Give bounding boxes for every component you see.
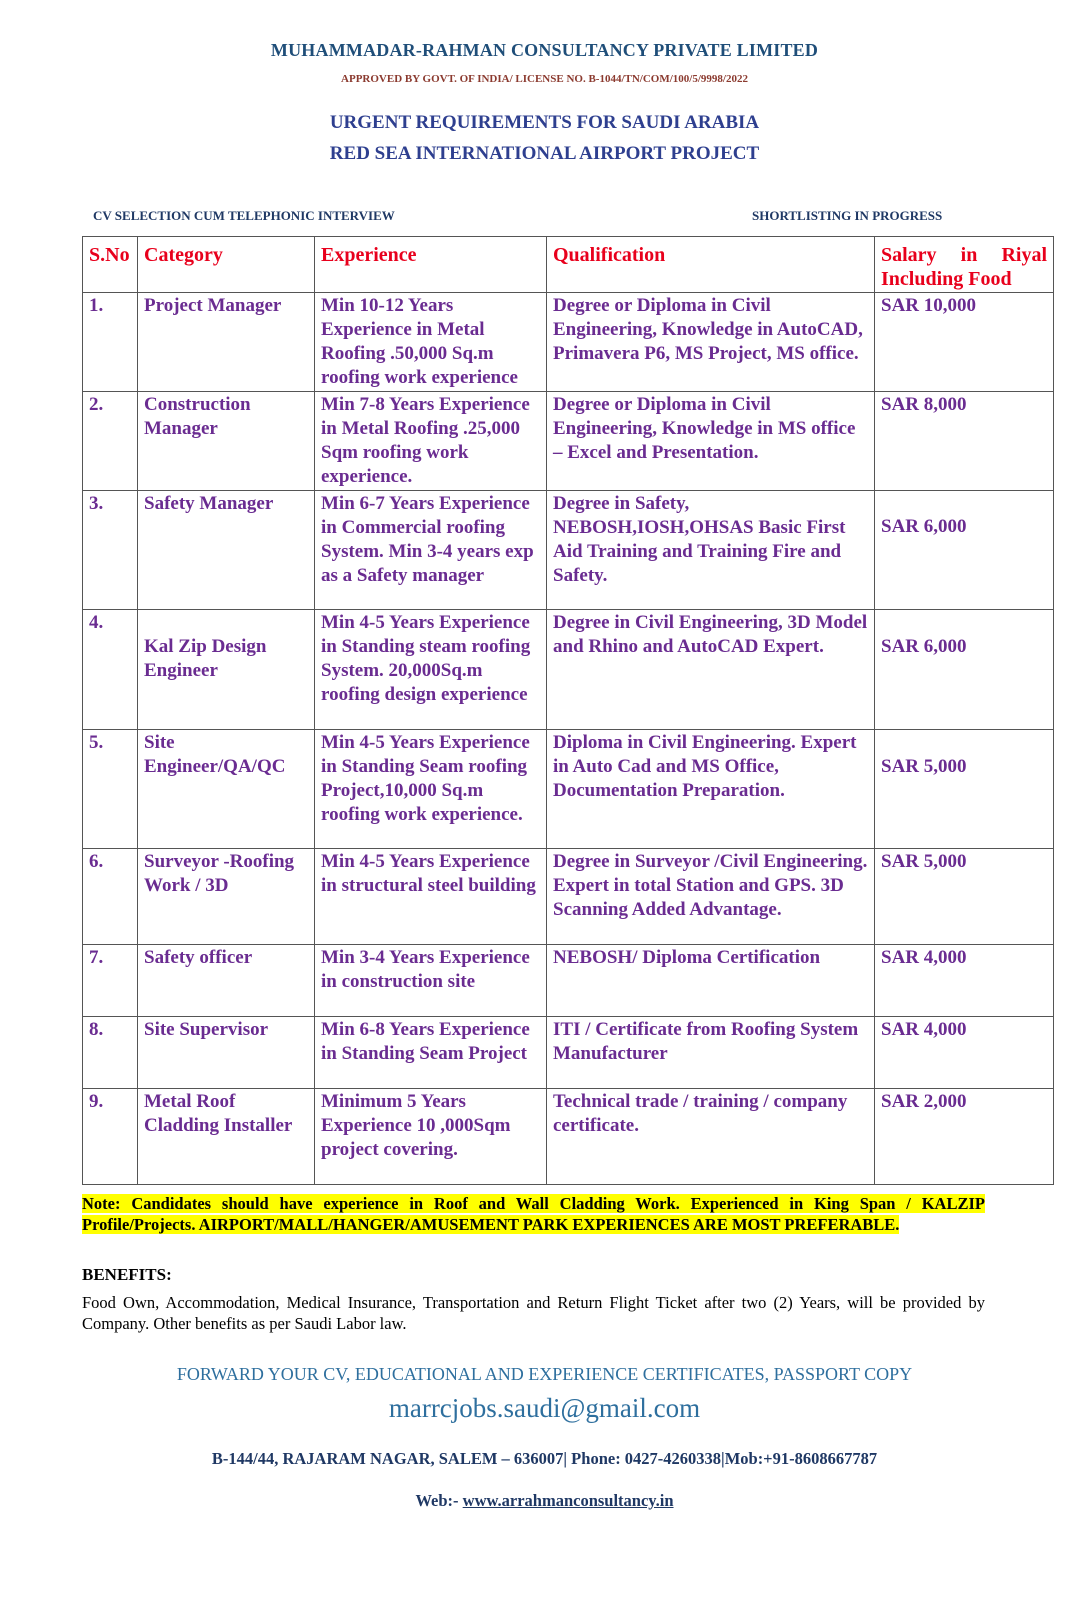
cell-qualification: Degree in Safety, NEBOSH,IOSH,OHSAS Basic First Aid Training and Training Fire and Safety. bbox=[547, 491, 875, 610]
benefits-title: BENEFITS: bbox=[82, 1265, 172, 1284]
cell-sno: 8. bbox=[83, 1017, 138, 1089]
benefits-text: Food Own, Accommodation, Medical Insurance, Transportation and Return Flight Ticket after two (2) Years, will be provided by Company. Other benefits as per Saudi Labor law. bbox=[82, 1293, 985, 1333]
cell-sno: 1. bbox=[83, 293, 138, 392]
cell-category: Metal Roof Cladding Installer bbox=[138, 1089, 315, 1185]
cell-qualification: Degree or Diploma in Civil Engineering, Knowledge in AutoCAD, Primavera P6, MS Project, MS office. bbox=[547, 293, 875, 392]
table-row bbox=[83, 730, 1054, 849]
cell-experience: Min 3-4 Years Experience in construction site bbox=[315, 945, 547, 1017]
cell-category: Surveyor -Roofing Work / 3D bbox=[138, 849, 315, 945]
cell-salary: SAR 6,000 bbox=[875, 610, 1054, 730]
cell-qualification: Diploma in Civil Engineering. Expert in Auto Cad and MS Office, Documentation Preparation. bbox=[547, 730, 875, 849]
cell-salary: SAR 4,000 bbox=[875, 945, 1054, 1017]
cell-experience: Min 7-8 Years Experience in Metal Roofing .25,000 Sqm roofing work experience. bbox=[315, 392, 547, 491]
table-row bbox=[83, 610, 1054, 730]
cell-qualification: Technical trade / training / company certificate. bbox=[547, 1089, 875, 1185]
cell-salary: SAR 6,000 bbox=[875, 491, 1054, 610]
cell-category: Kal Zip Design Engineer bbox=[138, 610, 315, 730]
cell-sno: 9. bbox=[83, 1089, 138, 1185]
table-row bbox=[83, 1089, 1054, 1185]
table-header-row bbox=[83, 237, 1054, 293]
table-row bbox=[83, 849, 1054, 945]
table-row bbox=[83, 491, 1054, 610]
cell-category: Safety officer bbox=[138, 945, 315, 1017]
cell-qualification: Degree in Surveyor /Civil Engineering. Expert in total Station and GPS. 3D Scanning Added Advantage. bbox=[547, 849, 875, 945]
cell-qualification: NEBOSH/ Diploma Certification bbox=[547, 945, 875, 1017]
cell-qualification: Degree or Diploma in Civil Engineering, Knowledge in MS office – Excel and Presentation. bbox=[547, 392, 875, 491]
cell-sno: 7. bbox=[83, 945, 138, 1017]
header-category: Category bbox=[138, 237, 315, 293]
cell-category: Site Engineer/QA/QC bbox=[138, 730, 315, 849]
cell-experience: Minimum 5 Years Experience 10 ,000Sqm project covering. bbox=[315, 1089, 547, 1185]
note-paragraph bbox=[82, 1193, 985, 1235]
cell-category: Construction Manager bbox=[138, 392, 315, 491]
cell-category: Site Supervisor bbox=[138, 1017, 315, 1089]
shortlisting-label: SHORTLISTING IN PROGRESS bbox=[752, 208, 943, 223]
cell-qualification: ITI / Certificate from Roofing System Manufacturer bbox=[547, 1017, 875, 1089]
cell-salary: SAR 2,000 bbox=[875, 1089, 1054, 1185]
table-row bbox=[83, 1017, 1054, 1089]
cell-experience: Min 6-7 Years Experience in Commercial roofing System. Min 3-4 years exp as a Safety manager bbox=[315, 491, 547, 610]
cv-selection-label: CV SELECTION CUM TELEPHONIC INTERVIEW bbox=[93, 208, 395, 223]
approval-line: APPROVED BY GOVT. OF INDIA/ LICENSE NO. B-1044/TN/COM/100/5/9998/2022 bbox=[341, 73, 748, 85]
cell-experience: Min 4-5 Years Experience in Standing steam roofing System. 20,000Sq.m roofing design experience bbox=[315, 610, 547, 730]
cell-experience: Min 4-5 Years Experience in Standing Seam roofing Project,10,000 Sq.m roofing work experience. bbox=[315, 730, 547, 849]
cell-salary: SAR 4,000 bbox=[875, 1017, 1054, 1089]
cell-sno: 5. bbox=[83, 730, 138, 849]
heading-requirements: URGENT REQUIREMENTS FOR SAUDI ARABIA bbox=[329, 112, 760, 133]
website-link[interactable]: www.arrahmanconsultancy.in bbox=[462, 1491, 674, 1510]
table-row bbox=[83, 293, 1054, 392]
cell-salary: SAR 5,000 bbox=[875, 730, 1054, 849]
website-label: Web:- bbox=[415, 1491, 463, 1510]
header-experience: Experience bbox=[315, 237, 547, 293]
contact-address: B-144/44, RAJARAM NAGAR, SALEM – 636007| Phone: 0427-4260338|Mob:+91-8608667787 bbox=[211, 1449, 878, 1468]
cell-category: Safety Manager bbox=[138, 491, 315, 610]
contact-email[interactable]: marrcjobs.saudi@gmail.com bbox=[388, 1393, 701, 1423]
cell-sno: 2. bbox=[83, 392, 138, 491]
cell-salary: SAR 10,000 bbox=[875, 293, 1054, 392]
cell-sno: 6. bbox=[83, 849, 138, 945]
cell-salary: SAR 5,000 bbox=[875, 849, 1054, 945]
cell-salary: SAR 8,000 bbox=[875, 392, 1054, 491]
heading-project: RED SEA INTERNATIONAL AIRPORT PROJECT bbox=[329, 143, 760, 164]
cell-sno: 4. bbox=[83, 610, 138, 730]
forward-instructions: FORWARD YOUR CV, EDUCATIONAL AND EXPERIENCE CERTIFICATES, PASSPORT COPY bbox=[176, 1364, 913, 1384]
company-name: MUHAMMADAR-RAHMAN CONSULTANCY PRIVATE LIMITED bbox=[270, 40, 819, 60]
cell-sno: 3. bbox=[83, 491, 138, 610]
header-qualification: Qualification bbox=[547, 237, 875, 293]
cell-experience: Min 10-12 Years Experience in Metal Roofing .50,000 Sq.m roofing work experience bbox=[315, 293, 547, 392]
table-row bbox=[83, 945, 1054, 1017]
job-requirements-table bbox=[82, 236, 1054, 1185]
cell-experience: Min 6-8 Years Experience in Standing Seam Project bbox=[315, 1017, 547, 1089]
cell-experience: Min 4-5 Years Experience in structural steel building bbox=[315, 849, 547, 945]
table-row bbox=[83, 392, 1054, 491]
note-highlight: Note: Candidates should have experience in Roof and Wall Cladding Work. Experienced in King Span / KALZIP Profile/Projects. AIRPORT/MALL/HANGER/AMUSEMENT PARK EXPERIENCES ARE MOST PREFERABLE. bbox=[82, 1194, 985, 1234]
cell-qualification: Degree in Civil Engineering, 3D Model and Rhino and AutoCAD Expert. bbox=[547, 610, 875, 730]
header-sno: S.No bbox=[83, 237, 138, 293]
website-line bbox=[0, 1491, 1089, 1511]
cell-category: Project Manager bbox=[138, 293, 315, 392]
header-salary: Salary in Riyal Including Food bbox=[875, 237, 1054, 293]
